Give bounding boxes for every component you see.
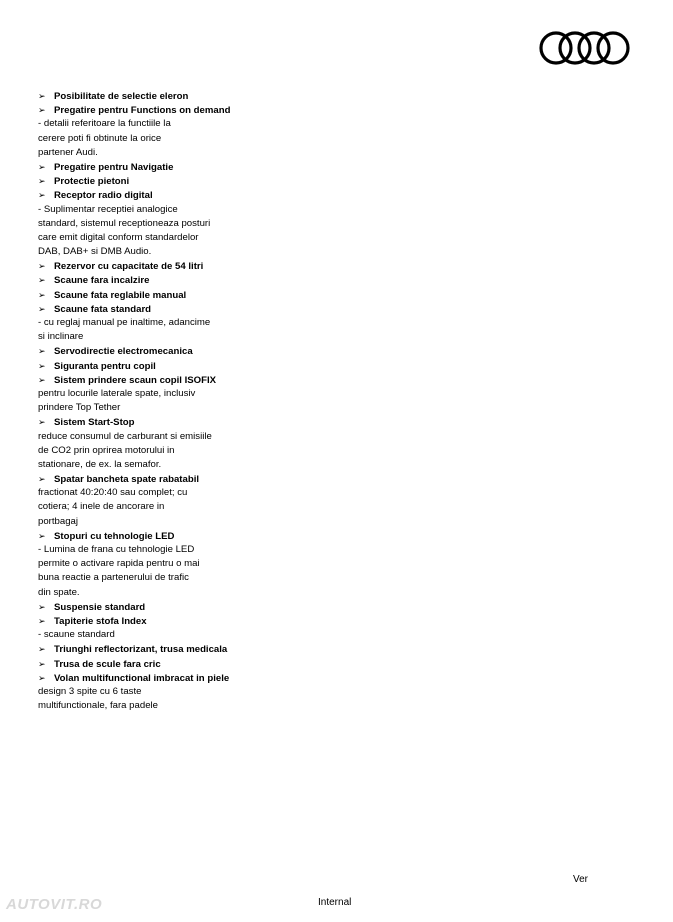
arrow-bullet-icon: ➢	[38, 530, 46, 541]
item-text: - Lumina de frana cu tehnologie LED	[38, 544, 195, 555]
item-text: - cu reglaj manual pe inaltime, adancime	[38, 317, 211, 328]
arrow-bullet-icon: ➢	[38, 346, 46, 357]
item-text: Suspensie standard	[54, 601, 146, 613]
arrow-bullet-icon: ➢	[38, 417, 46, 428]
item-text: buna reactie a partenerului de trafic	[38, 572, 189, 584]
feature-item	[38, 614, 358, 628]
item-text: prindere Top Tether	[38, 402, 121, 414]
feature-note	[38, 245, 358, 259]
item-text: multifunctionale, fara padele	[38, 700, 158, 712]
item-text: Spatar bancheta spate rabatabil	[54, 474, 200, 486]
item-text: partener Audi.	[38, 146, 98, 158]
item-text: Triunghi reflectorizant, trusa medicala	[54, 644, 228, 656]
arrow-bullet-icon: ➢	[38, 176, 46, 187]
feature-item	[38, 160, 358, 174]
item-text: din spate.	[38, 586, 80, 598]
item-text: - Suplimentar receptiei analogice	[38, 203, 178, 215]
feature-note	[38, 203, 358, 217]
arrow-bullet-icon: ➢	[38, 658, 46, 669]
item-text: DAB, DAB+ si DMB Audio.	[38, 246, 152, 258]
feature-note	[38, 231, 358, 245]
feature-note	[38, 401, 358, 415]
item-text: portbagaj	[38, 515, 79, 527]
feature-note	[38, 132, 358, 146]
equipment-list	[38, 89, 358, 713]
feature-note	[38, 500, 358, 514]
item-text: Pregatire pentru Functions on demand	[54, 105, 231, 117]
item-text: pentru locurile laterale spate, inclusiv	[38, 387, 196, 399]
item-text: Trusa de scule fara cric	[54, 658, 161, 670]
feature-item	[38, 472, 358, 486]
watermark: AUTOVIT.RO	[6, 896, 103, 913]
item-text: Sistem Start-Stop	[54, 417, 135, 429]
feature-item	[38, 89, 358, 103]
feature-note	[38, 586, 358, 600]
feature-item	[38, 344, 358, 358]
item-text: standard, sistemul receptioneaza posturi	[38, 217, 211, 229]
item-text: Scaune fata reglabile manual	[54, 289, 187, 301]
feature-item	[38, 373, 358, 387]
item-text: Protectie pietoni	[54, 176, 130, 188]
item-text: Sistem prindere scaun copil ISOFIX	[54, 374, 217, 386]
feature-note	[38, 543, 358, 557]
feature-item	[38, 657, 358, 671]
arrow-bullet-icon: ➢	[38, 275, 46, 286]
arrow-bullet-icon: ➢	[38, 615, 46, 626]
arrow-bullet-icon: ➢	[38, 360, 46, 371]
audi-logo	[537, 28, 633, 68]
feature-note	[38, 515, 358, 529]
feature-note	[38, 117, 358, 131]
feature-note	[38, 571, 358, 585]
feature-item	[38, 600, 358, 614]
item-text: Tapiterie stofa Index	[54, 615, 147, 627]
feature-note	[38, 316, 358, 330]
arrow-bullet-icon: ➢	[38, 261, 46, 272]
item-text: Servodirectie electromecanica	[54, 346, 193, 358]
item-text: Scaune fara incalzire	[54, 275, 150, 287]
item-text: fractionat 40:20:40 sau complet; cu	[38, 487, 188, 499]
item-text: Receptor radio digital	[54, 190, 153, 202]
feature-note	[38, 458, 358, 472]
item-text: stationare, de ex. la semafor.	[38, 458, 162, 470]
feature-item	[38, 103, 358, 117]
item-text: Pregatire pentru Navigatie	[54, 161, 174, 173]
item-text: cotiera; 4 inele de ancorare in	[38, 501, 165, 513]
feature-item	[38, 273, 358, 287]
feature-note	[38, 217, 358, 231]
feature-note	[38, 557, 358, 571]
item-text: - detalii referitoare la functiile la	[38, 118, 171, 130]
item-text: Stopuri cu tehnologie LED	[54, 530, 175, 542]
arrow-bullet-icon: ➢	[38, 601, 46, 612]
arrow-bullet-icon: ➢	[38, 474, 46, 485]
feature-item	[38, 259, 358, 273]
arrow-bullet-icon: ➢	[38, 374, 46, 385]
arrow-bullet-icon: ➢	[38, 672, 46, 683]
arrow-bullet-icon: ➢	[38, 190, 46, 201]
item-text: cerere poti fi obtinute la orice	[38, 132, 162, 144]
item-text: Scaune fata standard	[54, 303, 152, 315]
feature-note	[38, 430, 358, 444]
feature-note	[38, 146, 358, 160]
item-text: si inclinare	[38, 331, 84, 343]
arrow-bullet-icon: ➢	[38, 289, 46, 300]
arrow-bullet-icon: ➢	[38, 91, 46, 101]
item-text: design 3 spite cu 6 taste	[38, 685, 142, 697]
item-text: Siguranta pentru copil	[54, 360, 156, 372]
item-text: de CO2 prin oprirea motorului in	[38, 444, 175, 456]
feature-note	[38, 628, 358, 642]
item-text: Rezervor cu capacitate de 54 litri	[54, 261, 204, 273]
feature-item	[38, 359, 358, 373]
arrow-bullet-icon: ➢	[38, 161, 46, 172]
arrow-bullet-icon: ➢	[38, 644, 46, 655]
item-text: reduce consumul de carburant si emisiile	[38, 430, 212, 442]
feature-item	[38, 174, 358, 188]
feature-item	[38, 288, 358, 302]
feature-item	[38, 671, 358, 685]
feature-note	[38, 387, 358, 401]
feature-item	[38, 529, 358, 543]
arrow-bullet-icon: ➢	[38, 105, 46, 116]
feature-note	[38, 330, 358, 344]
feature-note	[38, 444, 358, 458]
feature-note	[38, 685, 358, 699]
item-text: - scaune standard	[38, 629, 115, 641]
classification-label: Internal	[318, 897, 352, 908]
item-text: permite o activare rapida pentru o mai	[38, 558, 200, 570]
item-text: care emit digital conform standardelor	[38, 231, 199, 243]
feature-item	[38, 642, 358, 656]
feature-note	[38, 699, 358, 713]
item-text: Volan multifunctional imbracat in piele	[54, 672, 230, 684]
version-label: Ver	[573, 874, 589, 885]
feature-item	[38, 188, 358, 202]
arrow-bullet-icon: ➢	[38, 303, 46, 314]
feature-item	[38, 302, 358, 316]
feature-note	[38, 486, 358, 500]
item-text: Posibilitate de selectie eleron	[54, 91, 189, 102]
feature-item	[38, 415, 358, 429]
